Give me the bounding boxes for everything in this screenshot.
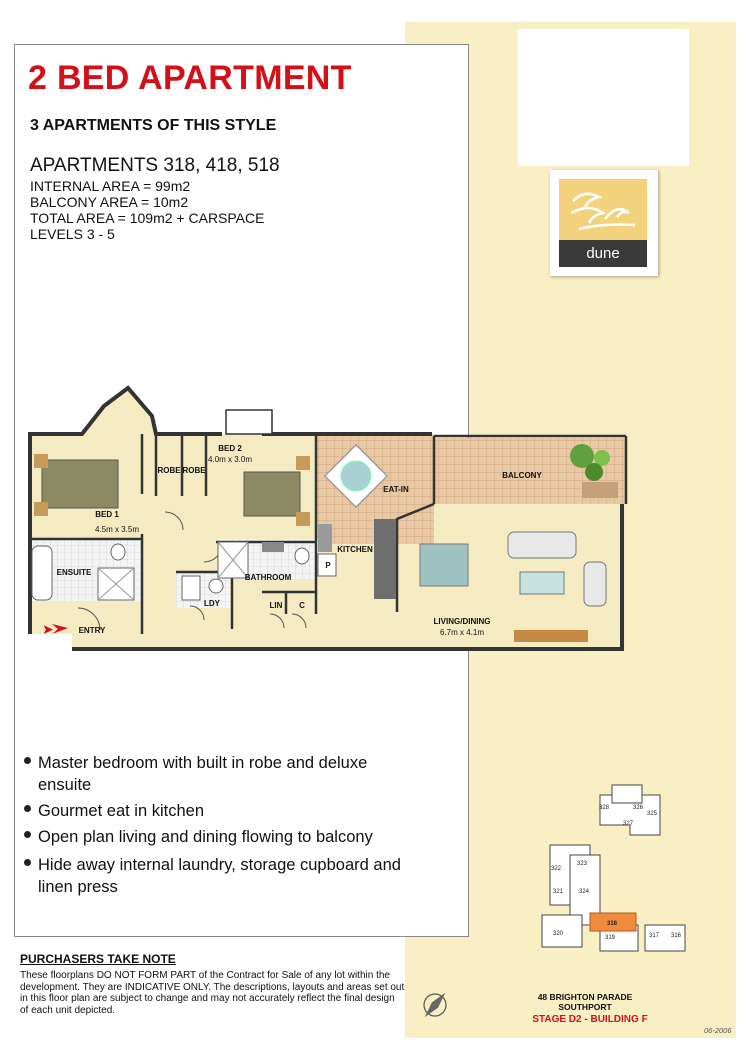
spec-levels: LEVELS 3 - 5 <box>30 226 115 242</box>
site-unit: 317 <box>648 933 660 939</box>
logo-text: dune <box>559 240 647 267</box>
site-plan <box>520 775 700 955</box>
spec-internal: INTERNAL AREA = 99m2 <box>30 178 191 194</box>
entry-arrow-icon: ➤ <box>42 621 54 637</box>
label-entry: ENTRY <box>78 626 106 635</box>
bullet-icon <box>24 831 31 838</box>
label-bathroom: BATHROOM <box>244 573 292 582</box>
bullet-icon <box>24 757 31 764</box>
spec-total: TOTAL AREA = 109m2 + CARSPACE <box>30 210 265 226</box>
label-kitchen: KITCHEN <box>337 545 373 554</box>
site-unit: 325 <box>646 811 658 817</box>
bullet-icon <box>24 805 31 812</box>
label-lin: LIN <box>269 601 283 610</box>
site-unit: 326 <box>632 805 644 811</box>
site-unit: 327 <box>622 821 634 827</box>
site-unit: 316 <box>670 933 682 939</box>
apartment-count: 3 APARTMENTS OF THIS STYLE <box>30 117 277 134</box>
purchasers-title: PURCHASERS TAKE NOTE <box>20 952 176 966</box>
label-bed1: BED 1 <box>95 510 119 519</box>
label-robe-1: ROBE <box>157 466 181 475</box>
label-p: P <box>325 561 331 570</box>
label-ldy: LDY <box>204 599 220 608</box>
floor-plan <box>22 384 632 659</box>
label-living: LIVING/DINING <box>433 617 491 626</box>
label-eat-in: EAT-IN <box>383 485 409 494</box>
site-unit-highlight: 318 <box>606 921 618 927</box>
site-unit: 319 <box>604 935 616 941</box>
purchasers-text: These floorplans DO NOT FORM PART of the Contract for Sale of any lot within the development. They are INDICATIVE ONLY. The descriptions, layouts and areas set out in this floor plan are subject to change and may not accurately reflect the final design of each unit depicted. <box>20 970 405 1016</box>
address-line2: SOUTHPORT <box>558 1002 612 1012</box>
date-label: 06-2006 <box>704 1026 732 1035</box>
address-line1: 48 BRIGHTON PARADE <box>537 992 633 1002</box>
spec-balcony: BALCONY AREA = 10m2 <box>30 194 189 210</box>
site-unit: 328 <box>598 805 610 811</box>
label-living-size: 6.7m x 4.1m <box>439 628 485 637</box>
dune-logo <box>550 170 658 276</box>
compass-icon <box>415 985 455 1025</box>
site-unit: 321 <box>552 889 564 895</box>
apartment-numbers: APARTMENTS 318, 418, 518 <box>30 155 280 176</box>
label-balcony: BALCONY <box>502 471 542 480</box>
label-bed2-size: 4.0m x 3.0m <box>207 455 253 464</box>
page-title: 2 BED APARTMENT <box>28 59 352 97</box>
label-bed2: BED 2 <box>218 444 242 453</box>
label-c: C <box>299 601 305 610</box>
stage-label: STAGE D2 - BUILDING F <box>532 1014 648 1025</box>
bullet-icon <box>24 859 31 866</box>
site-unit: 322 <box>550 866 562 872</box>
wave-icon <box>559 179 647 240</box>
label-ensuite: ENSUITE <box>56 568 92 577</box>
blank-box <box>518 29 689 166</box>
site-unit: 320 <box>552 931 564 937</box>
site-unit: 324 <box>578 889 590 895</box>
label-bed1-size: 4.5m x 3.5m <box>94 525 140 534</box>
label-robe-2: ROBE <box>182 466 206 475</box>
site-unit: 323 <box>576 861 588 867</box>
